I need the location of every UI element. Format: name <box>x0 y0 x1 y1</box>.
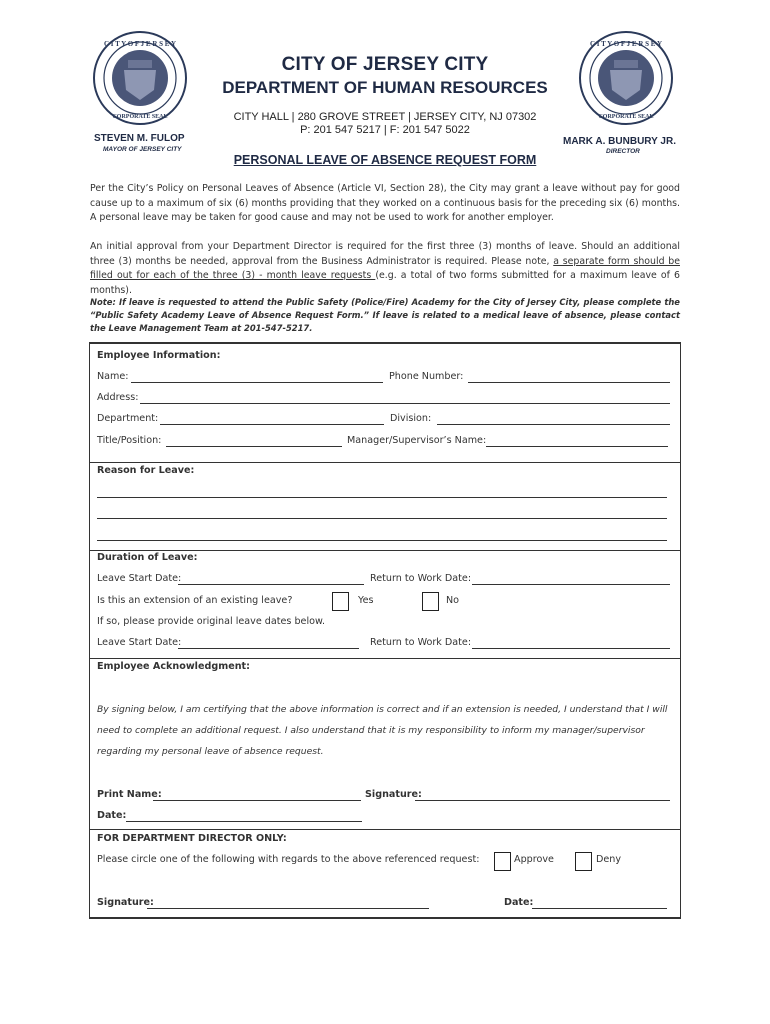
svg-text:CORPORATE SEAL: CORPORATE SEAL <box>112 114 168 120</box>
return-date-field[interactable] <box>472 584 670 585</box>
svg-text:C I T Y O F J E R S E Y: C I T Y O F J E R S E Y <box>589 40 663 48</box>
director-instruction: Please circle one of the following with regards to the above referenced request: <box>97 854 480 865</box>
division-label: Division: <box>390 413 432 424</box>
mayor-title: MAYOR OF JERSEY CITY <box>103 146 182 153</box>
original-start-field[interactable] <box>178 648 359 649</box>
phone-fax-line: P: 201 547 5217 | F: 201 547 5022 <box>300 124 470 136</box>
division-field[interactable] <box>437 424 670 425</box>
director-title: DIRECTOR <box>606 148 640 155</box>
form-title: PERSONAL LEAVE OF ABSENCE REQUEST FORM <box>233 153 537 167</box>
start-date-label: Leave Start Date: <box>97 573 182 584</box>
title-label: Title/Position: <box>97 435 162 446</box>
divider <box>89 829 681 830</box>
svg-text:C I T Y O F J E R S E Y: C I T Y O F J E R S E Y <box>103 40 177 48</box>
extension-yes-label: Yes <box>358 595 374 606</box>
extension-question: Is this an extension of an existing leave? <box>97 595 293 606</box>
employee-signature-label: Signature: <box>365 789 422 800</box>
manager-label: Manager/Supervisor’s Name: <box>347 435 487 446</box>
extension-no-checkbox[interactable] <box>422 592 439 611</box>
name-field[interactable] <box>131 382 383 383</box>
intro-paragraph-1: Per the City’s Policy on Personal Leaves of Absence (Article VI, Section 28), the City may grant a leave without pay for good cause up to a maximum of six (6) months providing that they worked on a continuous basis for the preceding six (6) months. A personal leave may be taken for good cause and may not be used to work for another employer. <box>90 183 680 223</box>
city-title: CITY OF JERSEY CITY <box>281 54 489 75</box>
director-signature-field[interactable] <box>147 908 429 909</box>
director-signature-label: Signature: <box>97 897 154 908</box>
divider <box>89 462 681 463</box>
reason-heading: Reason for Leave: <box>97 465 195 476</box>
return-date-label: Return to Work Date: <box>370 573 472 584</box>
original-return-field[interactable] <box>472 648 670 649</box>
note-paragraph: Note: If leave is requested to attend the Public Safety (Police/Fire) Academy for the City of Jersey City, please complete the “Public Safety Academy Leave of Absence Request Form.” If leave is related to a medical leave of absence, please contact the Leave Management Team at 201-547-5217. <box>90 297 680 333</box>
director-date-label: Date: <box>504 897 534 908</box>
original-return-label: Return to Work Date: <box>370 637 472 648</box>
extension-yes-checkbox[interactable] <box>332 592 349 611</box>
acknowledgment-heading: Employee Acknowledgment: <box>97 661 250 672</box>
employee-signature-field[interactable] <box>415 800 670 801</box>
name-label: Name: <box>97 371 129 382</box>
extension-no-label: No <box>446 595 460 606</box>
print-name-field[interactable] <box>153 800 361 801</box>
deny-checkbox[interactable] <box>575 852 592 871</box>
phone-field[interactable] <box>468 382 670 383</box>
employee-date-field[interactable] <box>126 821 362 822</box>
svg-text:CORPORATE SEAL: CORPORATE SEAL <box>598 114 654 120</box>
divider <box>89 658 681 659</box>
deny-label: Deny <box>596 854 622 865</box>
start-date-field[interactable] <box>178 584 364 585</box>
department-label: Department: <box>97 413 159 424</box>
address-field[interactable] <box>140 403 670 404</box>
address-label: Address: <box>97 392 139 403</box>
phone-label: Phone Number: <box>389 371 464 382</box>
director-name: MARK A. BUNBURY JR. <box>563 136 676 147</box>
mayor-name: STEVEN M. FULOP <box>94 133 185 144</box>
reason-line-2[interactable] <box>97 518 667 519</box>
department-field[interactable] <box>160 424 384 425</box>
approve-label: Approve <box>514 854 554 865</box>
intro-paragraph-2: An initial approval from your Department Director is required for the first three (3) months of leave. Should an additional three (3) months be needed, approval from the Business Administrator is required. Please note, a separate form should be filled out for each of the three (3) - month leave requests (e.g. a total of two forms submitted for a maximum leave of 6 months). <box>90 241 680 296</box>
manager-field[interactable] <box>486 446 668 447</box>
acknowledgment-line-1: By signing below, I am certifying that the above information is correct and if an extension is needed, I understand that I will <box>97 704 668 715</box>
director-heading: FOR DEPARTMENT DIRECTOR ONLY: <box>97 833 287 844</box>
divider <box>89 550 681 551</box>
acknowledgment-line-3: regarding my personal leave of absence request. <box>97 746 324 757</box>
employee-date-label: Date: <box>97 810 127 821</box>
employee-info-heading: Employee Information: <box>97 350 221 361</box>
print-name-label: Print Name: <box>97 789 162 800</box>
address-line: CITY HALL | 280 GROVE STREET | JERSEY CITY, NJ 07302 <box>233 111 537 123</box>
duration-heading: Duration of Leave: <box>97 552 198 563</box>
title-field[interactable] <box>166 446 342 447</box>
original-start-label: Leave Start Date: <box>97 637 182 648</box>
director-date-field[interactable] <box>532 908 667 909</box>
reason-line-1[interactable] <box>97 497 667 498</box>
reason-line-3[interactable] <box>97 540 667 541</box>
approve-checkbox[interactable] <box>494 852 511 871</box>
original-dates-note: If so, please provide original leave dates below. <box>97 616 325 627</box>
department-title: DEPARTMENT OF HUMAN RESOURCES <box>222 78 548 97</box>
acknowledgment-line-2: need to complete an additional request. I also understand that it is my responsibility to inform my manager/supervisor <box>97 725 645 736</box>
